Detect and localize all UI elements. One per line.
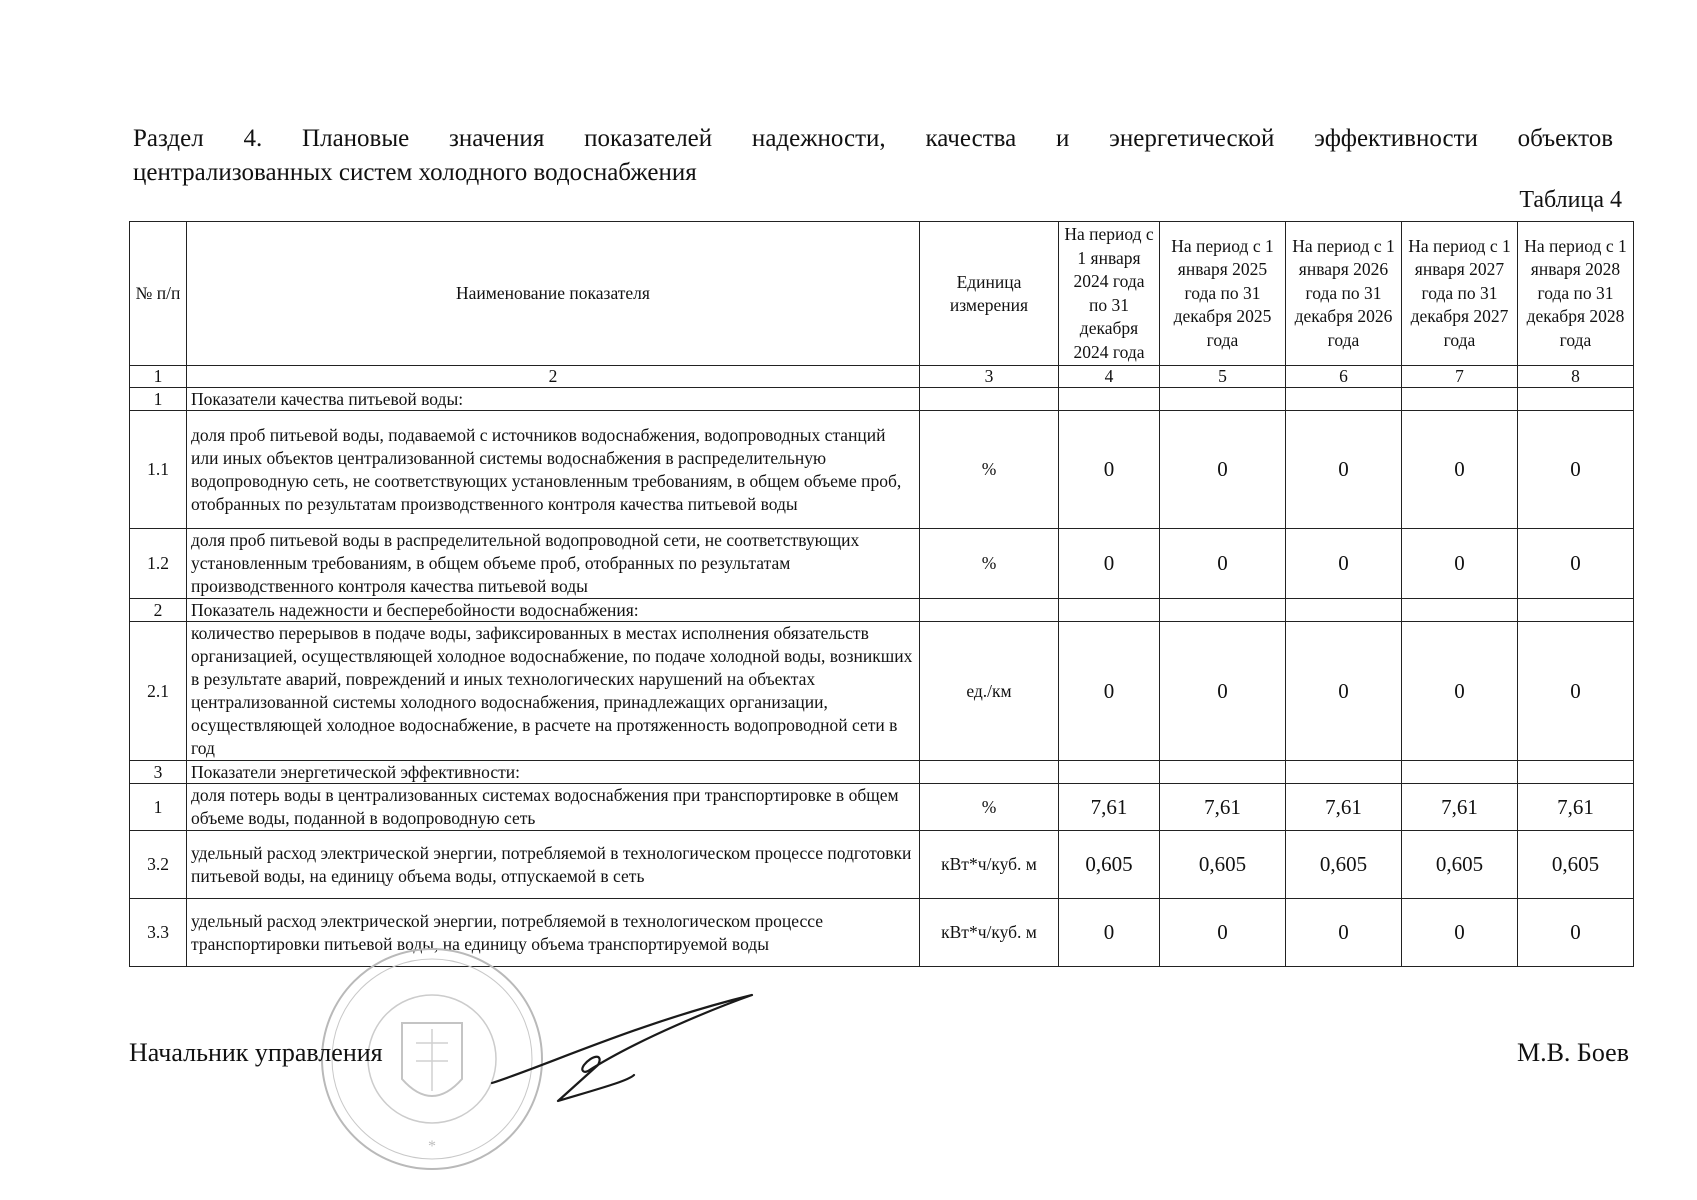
row-number: 1.1: [130, 411, 187, 529]
unit-of-measure: %: [920, 411, 1059, 529]
row-number: 1.2: [130, 529, 187, 599]
table-row: [130, 831, 1634, 899]
table-row: [130, 784, 1634, 831]
column-number: 8: [1518, 366, 1634, 388]
period-value: 0,605: [1059, 831, 1160, 899]
period-value: 0: [1160, 411, 1286, 529]
period-value: [1518, 388, 1634, 411]
period-value: 7,61: [1059, 784, 1160, 831]
unit-of-measure: %: [920, 529, 1059, 599]
row-number: 3.2: [130, 831, 187, 899]
table-body: [130, 366, 1634, 967]
indicators-table: [129, 221, 1634, 967]
period-value: 0: [1059, 411, 1160, 529]
column-header-period-2026: На период с 1 января 2026 года по 31 декабря 2026 года: [1286, 222, 1402, 366]
handwritten-signature: [488, 985, 758, 1105]
period-value: 0: [1059, 899, 1160, 967]
table-header-row: [130, 222, 1634, 366]
period-value: [1059, 761, 1160, 784]
indicator-name: Показатели качества питьевой воды:: [187, 388, 920, 411]
column-number: 6: [1286, 366, 1402, 388]
period-value: [1402, 388, 1518, 411]
period-value: 0: [1402, 899, 1518, 967]
period-value: 0: [1518, 411, 1634, 529]
period-value: [1160, 599, 1286, 622]
indicator-name: количество перерывов в подаче воды, зафиксированных в местах исполнения обязательств организацией, осуществляющей холодное водоснабжение, по подаче холодной воды, возникших в результате аварий, повреждений и иных технологических нарушений на объектах централизованной системы холодного водоснабжения, принадлежащих организации, осуществляющей холодное водоснабжение, в расчете на протяженность водопроводной сети в год: [187, 622, 920, 761]
period-value: 7,61: [1518, 784, 1634, 831]
row-number: 3: [130, 761, 187, 784]
unit-of-measure: [920, 761, 1059, 784]
indicator-name: удельный расход электрической энергии, потребляемой в технологическом процессе транспортировки питьевой воды, на единицу объема транспортируемой воды: [187, 899, 920, 967]
section-heading: [133, 122, 1613, 190]
period-value: [1059, 388, 1160, 411]
table-row: [130, 622, 1634, 761]
row-number: 2.1: [130, 622, 187, 761]
column-header-period-2028: На период с 1 января 2028 года по 31 декабря 2028 года: [1518, 222, 1634, 366]
column-number: 5: [1160, 366, 1286, 388]
table-row: [130, 599, 1634, 622]
period-value: [1402, 761, 1518, 784]
table-row: [130, 411, 1634, 529]
column-header-number: № п/п: [130, 222, 187, 366]
indicator-name: Показатель надежности и бесперебойности водоснабжения:: [187, 599, 920, 622]
column-number: 7: [1402, 366, 1518, 388]
period-value: 0,605: [1518, 831, 1634, 899]
period-value: 7,61: [1160, 784, 1286, 831]
row-number: 1: [130, 388, 187, 411]
period-value: 0: [1518, 622, 1634, 761]
period-value: 0: [1059, 622, 1160, 761]
unit-of-measure: кВт*ч/куб. м: [920, 899, 1059, 967]
period-value: 0: [1160, 622, 1286, 761]
unit-of-measure: ед./км: [920, 622, 1059, 761]
column-number: 2: [187, 366, 920, 388]
period-value: 0: [1518, 529, 1634, 599]
period-value: 0: [1160, 529, 1286, 599]
row-number: 1: [130, 784, 187, 831]
indicator-name: доля проб питьевой воды в распределительной водопроводной сети, не соответствующих установленным требованиям, в общем объеме проб, отобранных по результатам производственного контроля качества питьевой воды: [187, 529, 920, 599]
period-value: 0: [1402, 529, 1518, 599]
period-value: [1286, 388, 1402, 411]
period-value: 0: [1518, 899, 1634, 967]
period-value: 0: [1286, 622, 1402, 761]
row-number: 3.3: [130, 899, 187, 967]
table-row: [130, 761, 1634, 784]
period-value: [1160, 761, 1286, 784]
column-number: 4: [1059, 366, 1160, 388]
unit-of-measure: кВт*ч/куб. м: [920, 831, 1059, 899]
table-caption: Таблица 4: [1519, 187, 1622, 213]
period-value: 0: [1160, 899, 1286, 967]
period-value: 0,605: [1402, 831, 1518, 899]
period-value: [1518, 599, 1634, 622]
column-header-unit: Единица измерения: [920, 222, 1059, 366]
indicator-name: доля потерь воды в централизованных системах водоснабжения при транспортировке в общем объеме воды, поданной в водопроводную сеть: [187, 784, 920, 831]
period-value: [1286, 599, 1402, 622]
period-value: 0: [1286, 411, 1402, 529]
period-value: [1402, 599, 1518, 622]
column-numbering-row: [130, 366, 1634, 388]
indicator-name: удельный расход электрической энергии, потребляемой в технологическом процессе подготовки питьевой воды, на единицу объема воды, отпускаемой в сеть: [187, 831, 920, 899]
indicator-name: Показатели энергетической эффективности:: [187, 761, 920, 784]
period-value: 0: [1286, 899, 1402, 967]
unit-of-measure: %: [920, 784, 1059, 831]
signatory-name: М.В. Боев: [1516, 1038, 1629, 1067]
indicator-name: доля проб питьевой воды, подаваемой с источников водоснабжения, водопроводных станций или иных объектов централизованной системы водоснабжения в распределительную водопроводную сеть, не соответствующих установленным требованиям, в общем объеме проб, отобранных по результатам производственного контроля качества питьевой воды: [187, 411, 920, 529]
column-header-period-2025: На период с 1 января 2025 года по 31 декабря 2025 года: [1160, 222, 1286, 366]
period-value: 0: [1402, 411, 1518, 529]
period-value: 0: [1402, 622, 1518, 761]
unit-of-measure: [920, 599, 1059, 622]
section-heading-line-2: централизованных систем холодного водоснабжения: [133, 159, 697, 186]
column-header-period-2024: На период с 1 января 2024 года по 31 декабря 2024 года: [1059, 222, 1160, 366]
table-row: [130, 529, 1634, 599]
period-value: [1059, 599, 1160, 622]
period-value: 7,61: [1286, 784, 1402, 831]
column-header-period-2027: На период с 1 января 2027 года по 31 декабря 2027 года: [1402, 222, 1518, 366]
period-value: 0,605: [1286, 831, 1402, 899]
row-number: 2: [130, 599, 187, 622]
svg-text:*: *: [428, 1138, 436, 1155]
unit-of-measure: [920, 388, 1059, 411]
signatory-position: Начальник управления: [129, 1038, 383, 1067]
period-value: [1286, 761, 1402, 784]
period-value: [1160, 388, 1286, 411]
period-value: 0: [1286, 529, 1402, 599]
column-number: 3: [920, 366, 1059, 388]
period-value: [1518, 761, 1634, 784]
period-value: 7,61: [1402, 784, 1518, 831]
column-number: 1: [130, 366, 187, 388]
period-value: 0: [1059, 529, 1160, 599]
section-heading-line-1: Раздел 4. Плановые значения показателей надежности, качества и энергетической эффективности объектов: [133, 125, 1613, 152]
period-value: 0,605: [1160, 831, 1286, 899]
column-header-name: Наименование показателя: [187, 222, 920, 366]
table-row: [130, 388, 1634, 411]
